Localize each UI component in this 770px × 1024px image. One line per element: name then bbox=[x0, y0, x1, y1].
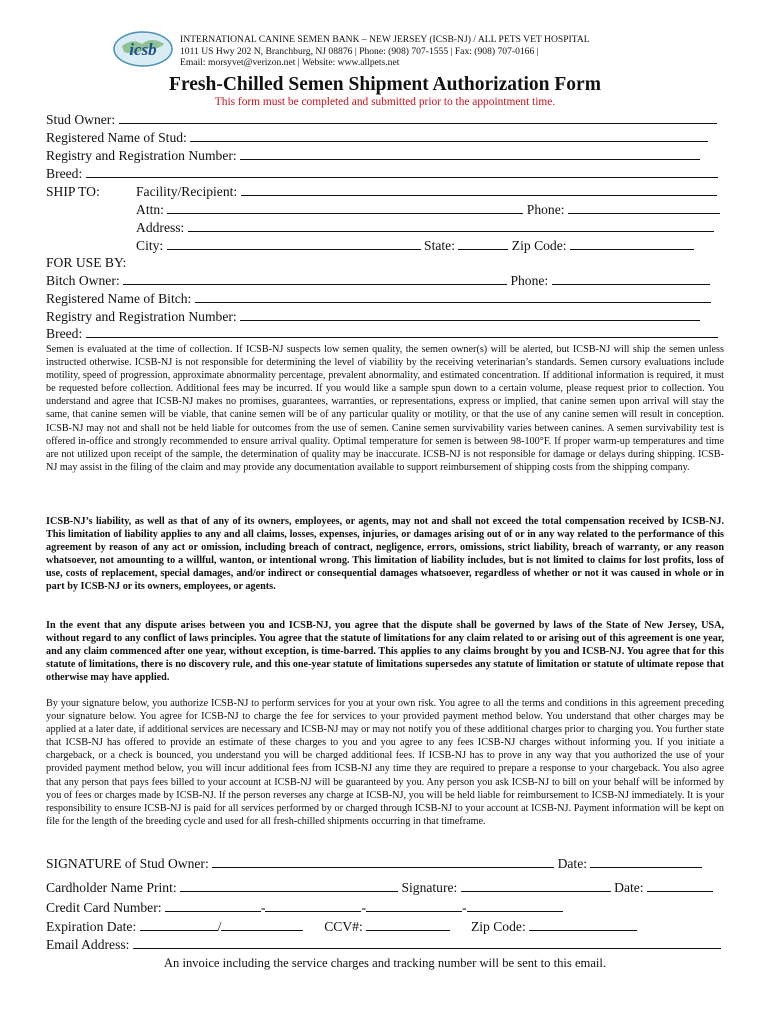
header-line-2: 1011 US Hwy 202 N, Branchburg, NJ 08876 | Phone: (908) 707-1555 | Fax: (908) 707-0166 | bbox=[180, 45, 539, 57]
registered-name-stud-label: Registered Name of Stud: bbox=[46, 130, 187, 145]
stud-registry-row bbox=[46, 148, 700, 164]
stud-registry-label: Registry and Registration Number: bbox=[46, 148, 237, 163]
attn-phone-field[interactable] bbox=[568, 202, 720, 214]
expiration-year-field[interactable] bbox=[221, 919, 303, 931]
zip-code-field[interactable] bbox=[529, 919, 637, 931]
card-number-field-1[interactable] bbox=[165, 900, 261, 912]
cardholder-signature-label: Signature: bbox=[401, 880, 458, 895]
expiration-label: Expiration Date: bbox=[46, 919, 137, 934]
facility-row bbox=[136, 184, 717, 200]
stud-owner-signature-label: SIGNATURE of Stud Owner: bbox=[46, 856, 209, 871]
authorization-paragraph: By your signature below, you authorize ICSB-NJ to perform services for you at your own risk. You agree to all the terms and conditions in this agreement preceding your signature below. You agree for ICSB-NJ to charge the fee for services to your provided payment method below. You understand that other charges may be applied at a later date, if additional services are necessary and ICSB-NJ may or may not notify you of these additional charges prior to charging you. You further state that ICSB-NJ has offered to provide an estimate of these charges to you and you agree to any fees ICSB-NJ charges without informing you. If you initiate a chargeback, or a check is bounced, you understand you will be charged additional fees. If ICSB-NJ has to prove in any way that you authorized the use of your provided payment method below, you will incur additional fees from ICSB-NJ any time they are required to prepare a response to your chargeback. You also agree that any person that pays fees billed to your account at ICSB-NJ will be guaranteed by you. Any person you ask ICSB-NJ to bill on your behalf will be informed by you of fees or charges made by ICSB-NJ. If the person reverses any charge at ICSB-NJ, you will be held liable for reimbursement to ICSB-NJ immediately. It is your responsibility to ensure ICSB-NJ is paid for all services performed by or charged through ICSB-NJ to your account at ICSB-NJ. Payment information will be kept on file for the length of the breeding cycle and used for all fresh-chilled shipments occurring in that timeframe. bbox=[46, 698, 724, 827]
city-row bbox=[136, 238, 694, 254]
ship-to-row bbox=[46, 184, 100, 200]
stud-breed-label: Breed: bbox=[46, 166, 83, 181]
evaluation-paragraph: Semen is evaluated at the time of collection. If ICSB-NJ suspects low semen quality, the semen owner(s) will be alerted, but ICSB-NJ will ship the semen unless instructed otherwise. ICSB-NJ is not responsible for determining the level of viability by the receiving veterinarian’s standards. Semen cursory evaluations include motility, speed of progression, approximate abnormality percentage, prevalent abnormality, and estimated concentration. If additional information is required, it must be requested before collection. Additional fees may be incurred. If you would like a sample spun down to a certain volume, please request prior to collection. You understand and agree that ICSB-NJ makes no promises, guarantees, warranties, or representations, express or implied, that canine semen upon arrival will stay the same, that canine semen will be viable, that canine semen will be of any particular quality or motility, or that the use of any canine semen will result in conception. ICSB-NJ may not and shall not be held liable for outcomes from the use of semen. Canine semen survivability varies between canines. A semen survivability test is offered in-office and strongly recommended to ensure arrival quality. Optimal temperature for semen is between 98-100°F. If proper warm-up temperatures and time are not utilized upon receipt of the sample, the determination of quality may be inaccurate. ICSB-NJ is not responsible for damage or delays during shipping. ICSB-NJ may assist in the filing of the claim and may provide any documentation available to support reimbursement of shipping costs from the shipping company. bbox=[46, 344, 724, 473]
bitch-owner-phone-label: Phone: bbox=[510, 273, 549, 288]
header-line-3: Email: morsyvet@verizon.net | Website: www.allpets.net bbox=[180, 57, 400, 69]
invoice-note: An invoice including the service charges and tracking number will be sent to this email. bbox=[163, 956, 607, 970]
stud-breed-row bbox=[46, 166, 718, 182]
bitch-registry-field[interactable] bbox=[240, 309, 700, 321]
zip-label: Zip Code: bbox=[511, 238, 567, 253]
registered-name-stud-row bbox=[46, 130, 708, 146]
registered-name-stud-field[interactable] bbox=[190, 130, 708, 142]
bitch-registry-row bbox=[46, 309, 700, 325]
address-field[interactable] bbox=[188, 220, 714, 232]
bitch-owner-phone-field[interactable] bbox=[552, 273, 710, 285]
logo-text: icsb bbox=[129, 40, 157, 59]
address-row bbox=[136, 220, 714, 236]
facility-field[interactable] bbox=[241, 184, 717, 196]
form-subtitle: This form must be completed and submitted prior to the appointment time. bbox=[214, 96, 556, 108]
email-field[interactable] bbox=[133, 937, 721, 949]
icsb-logo bbox=[112, 30, 174, 68]
attn-label: Attn: bbox=[136, 202, 164, 217]
stud-registry-field[interactable] bbox=[240, 148, 700, 160]
expiration-month-field[interactable] bbox=[140, 919, 218, 931]
stud-owner-signature-field[interactable] bbox=[212, 856, 554, 868]
cardholder-field[interactable] bbox=[180, 880, 398, 892]
card-number-field-2[interactable] bbox=[265, 900, 361, 912]
cardholder-row bbox=[46, 880, 713, 896]
stud-breed-field[interactable] bbox=[86, 166, 718, 178]
liability-paragraph: ICSB-NJ’s liability, as well as that of any of its owners, employees, or agents, may not and shall not exceed the total compensation received by ICSB-NJ. This limitation of liability applies to any and all claims, losses, expenses, injuries, or damages arising out of or in any way related to the performance of this agreement by reason of any act or omission, including breach of contract, negligence, errors, omissions, strict liability, breach of warranty, or any reason whatsoever, not amounting to a willful, wanton, or intentional wrong. This limitation of liability includes, but is not limited to claims for lost profits, loss of use, costs of replacement, special damages, and/or indirect or consequential damages whatsoever, regardless of whether or not it was caused in whole or in part by ICSB-NJ or its owners, employees, or agents. bbox=[46, 516, 724, 593]
card-number-label: Credit Card Number: bbox=[46, 900, 162, 915]
cardholder-date-label: Date: bbox=[614, 880, 644, 895]
expiration-row: Expiration Date: / CCV#: Zip Code: bbox=[46, 919, 637, 935]
registered-name-bitch-row bbox=[46, 291, 711, 307]
facility-label: Facility/Recipient: bbox=[136, 184, 238, 199]
attn-row bbox=[136, 202, 720, 218]
header-line-1: INTERNATIONAL CANINE SEMEN BANK – NEW JERSEY (ICSB-NJ) / ALL PETS VET HOSPITAL bbox=[180, 34, 590, 45]
attn-phone-label: Phone: bbox=[526, 202, 565, 217]
state-field[interactable] bbox=[458, 238, 508, 250]
bitch-breed-label: Breed: bbox=[46, 326, 83, 341]
bitch-owner-label: Bitch Owner: bbox=[46, 273, 120, 288]
cardholder-signature-field[interactable] bbox=[461, 880, 611, 892]
zip-field[interactable] bbox=[570, 238, 694, 250]
registered-name-bitch-label: Registered Name of Bitch: bbox=[46, 291, 192, 306]
bitch-registry-label: Registry and Registration Number: bbox=[46, 309, 237, 324]
registered-name-bitch-field[interactable] bbox=[195, 291, 711, 303]
ship-to-label: SHIP TO: bbox=[46, 184, 100, 199]
attn-field[interactable] bbox=[167, 202, 523, 214]
form-title: Fresh-Chilled Semen Shipment Authorization Form bbox=[169, 74, 601, 95]
stud-owner-field[interactable] bbox=[119, 112, 717, 124]
bitch-owner-field[interactable] bbox=[123, 273, 507, 285]
ccv-field[interactable] bbox=[366, 919, 450, 931]
stud-owner-signature-row bbox=[46, 856, 702, 872]
bitch-breed-field[interactable] bbox=[86, 326, 718, 338]
cardholder-label: Cardholder Name Print: bbox=[46, 880, 177, 895]
zip-code-label: Zip Code: bbox=[470, 919, 526, 934]
card-number-field-3[interactable] bbox=[366, 900, 462, 912]
stud-owner-label: Stud Owner: bbox=[46, 112, 116, 127]
email-row bbox=[46, 937, 721, 953]
email-label: Email Address: bbox=[46, 937, 130, 952]
header-info bbox=[180, 34, 590, 69]
card-number-field-4[interactable] bbox=[467, 900, 563, 912]
signature-date-field[interactable] bbox=[590, 856, 702, 868]
dispute-paragraph: In the event that any dispute arises between you and ICSB-NJ, you agree that the dispute shall be governed by laws of the State of New Jersey, USA, without regard to any conflict of laws principles. You agree that the statute of limitations for any claim related to or arising out of this agreement is one year, and any claim commenced after one year, without exception, is time-barred. This applies to any claims brought by you and ICSB-NJ. You agree that for this statute of limitations, there is no discovery rule, and this one-year statute of limitations supersedes any statute of limitation or statute of ultimate repose that otherwise may have applied. bbox=[46, 620, 724, 684]
signature-date-label: Date: bbox=[557, 856, 588, 871]
bitch-breed-row bbox=[46, 326, 718, 342]
for-use-by-heading: FOR USE BY: bbox=[46, 255, 127, 270]
city-label: City: bbox=[136, 238, 164, 253]
ccv-label: CCV#: bbox=[324, 919, 363, 934]
city-field[interactable] bbox=[167, 238, 421, 250]
address-label: Address: bbox=[136, 220, 185, 235]
bitch-owner-row bbox=[46, 273, 710, 289]
cardholder-date-field[interactable] bbox=[647, 880, 713, 892]
state-label: State: bbox=[424, 238, 455, 253]
card-number-row: Credit Card Number: - - - bbox=[46, 900, 563, 916]
stud-owner-row bbox=[46, 112, 717, 128]
